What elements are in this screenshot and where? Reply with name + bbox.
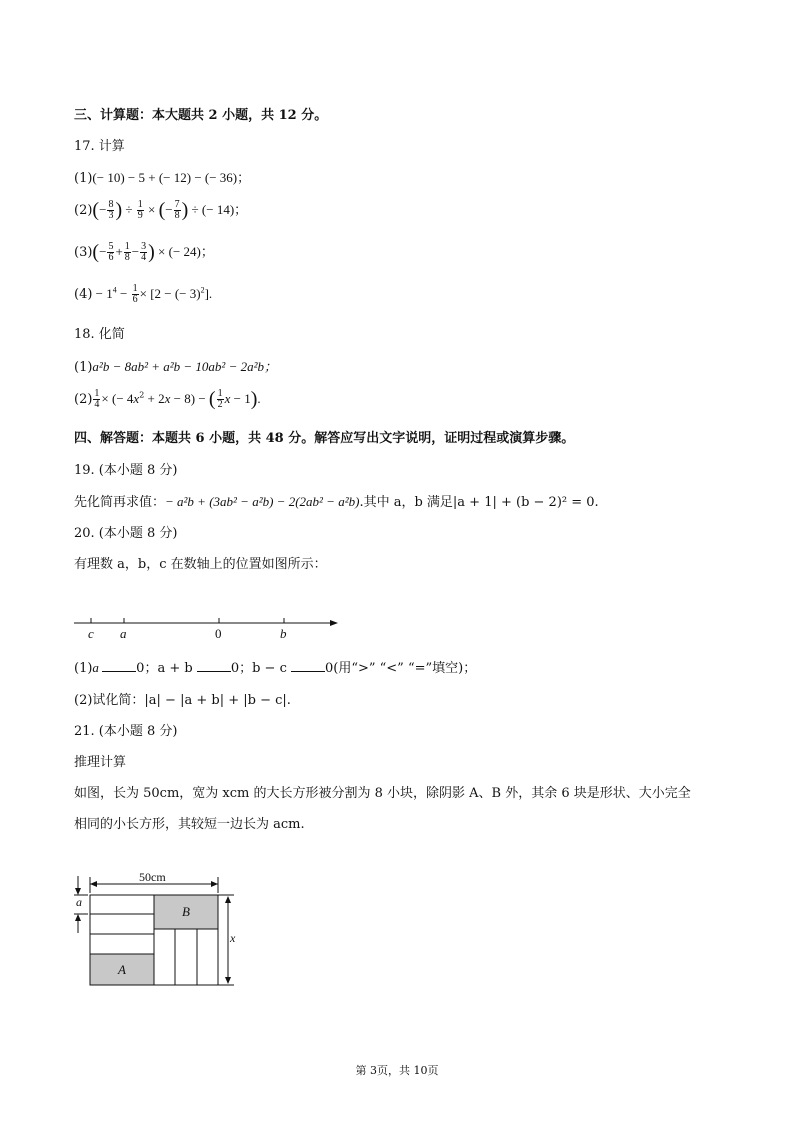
q20-p1-b: 0；a + b (136, 661, 197, 676)
answer-blank-1[interactable] (102, 661, 136, 672)
q21-heading: 21. (本小题 8 分) (74, 724, 178, 739)
q17-part3-label: (3) (74, 245, 93, 260)
axis-label-zero: 0 (215, 626, 222, 641)
q19-heading: 19. (本小题 8 分) (74, 463, 178, 478)
q21-subheading: 推理计算 (74, 755, 127, 770)
q20-intro: 有理数 a，b，c 在数轴上的位置如图所示： (74, 557, 327, 572)
q17-part1 (74, 167, 250, 186)
q20-part2: (2)试化简：|a| − |a + b| + |b − c|. (74, 693, 291, 708)
answer-blank-3[interactable] (291, 661, 325, 672)
q20-part1-label: (1) (74, 661, 93, 676)
q17-part1-label: (1) (74, 171, 93, 186)
figure-width-label: 50cm (139, 870, 166, 884)
figure-label-B: B (182, 904, 190, 919)
axis-label-c: c (88, 626, 94, 641)
q17-part2: (2)(− $\frac{8}{3}$ ) ÷ $\frac{1}{9}$ × (− $\frac{7}{8}$ ) ÷ (− 14)； (74, 199, 248, 221)
q19-text-a: 先化简再求值： (74, 495, 166, 510)
q18-part1-label: (1) (74, 360, 93, 375)
answer-blank-2[interactable] (197, 661, 231, 672)
section-4-title: 四、解答题：本题共 6 小题，共 48 分。解答应写出文字说明，证明过程或演算步骤。 (74, 431, 575, 446)
q17-part3: (3)(− $\frac{5}{6}$ + $\frac{1}{8}$ − $\frac{3}{4}$ ) × (− 24)； (74, 241, 214, 263)
q19-expression: − a²b + (3ab² − a²b) − 2(2ab² − a²b) (165, 494, 360, 509)
q20-heading: 20. (本小题 8 分) (74, 526, 178, 541)
q20-p1-c: 0；b − c (230, 661, 291, 676)
axis-label-b: b (280, 626, 287, 641)
q18-part1-expr: a²b − 8ab² + a²b − 10ab² − 2a²b； (92, 359, 277, 374)
q21-body-line1: 如图，长为 50cm，宽为 xcm 的大长方形被分割为 8 小块，除阴影 A、B 外，其余 6 块是形状、大小完全 (74, 786, 691, 801)
q19-text-b: .其中 a，b 满足|a + 1| + (b − 2)² = 0. (359, 495, 599, 510)
q17-part4: $(4) - 1^4$ − $\frac{1}{6}$ × [2 − (− 3)$^2$]. (74, 283, 213, 305)
q18-part1 (74, 356, 277, 375)
q20-p1-d: 0(用“>” “<” “=”填空)； (324, 661, 477, 676)
page-footer: 第 3页，共 10页 (355, 1064, 439, 1077)
q17-part4-label: (4) (74, 287, 93, 302)
q18-part2-label: (2) (74, 392, 93, 407)
figure-label-A: A (118, 962, 126, 977)
figure-side-label: a (76, 895, 82, 909)
q19-body (74, 491, 599, 510)
figure-height-label: x (230, 931, 236, 945)
q20-p1-a: a (92, 660, 103, 675)
q17-part1-expr: (− 10) − 5 + (− 12) − (− 36)； (92, 170, 251, 185)
axis-label-a: a (120, 626, 127, 641)
q18-heading: 18. 化简 (74, 327, 125, 342)
q21-body-line2: 相同的小长方形，其较短一边长为 acm. (74, 817, 305, 832)
section-3-title: 三、计算题：本大题共 2 小题，共 12 分。 (74, 108, 328, 123)
q20-part1 (74, 657, 476, 676)
q18-part2: (2) $\frac{1}{4}$ × (− $4x^2 + 2x - 8$) − ( $\frac{1}{2}$ x − 1). (74, 388, 261, 410)
q17-heading: 17. 计算 (74, 139, 125, 154)
q17-part2-label: (2) (74, 203, 93, 218)
